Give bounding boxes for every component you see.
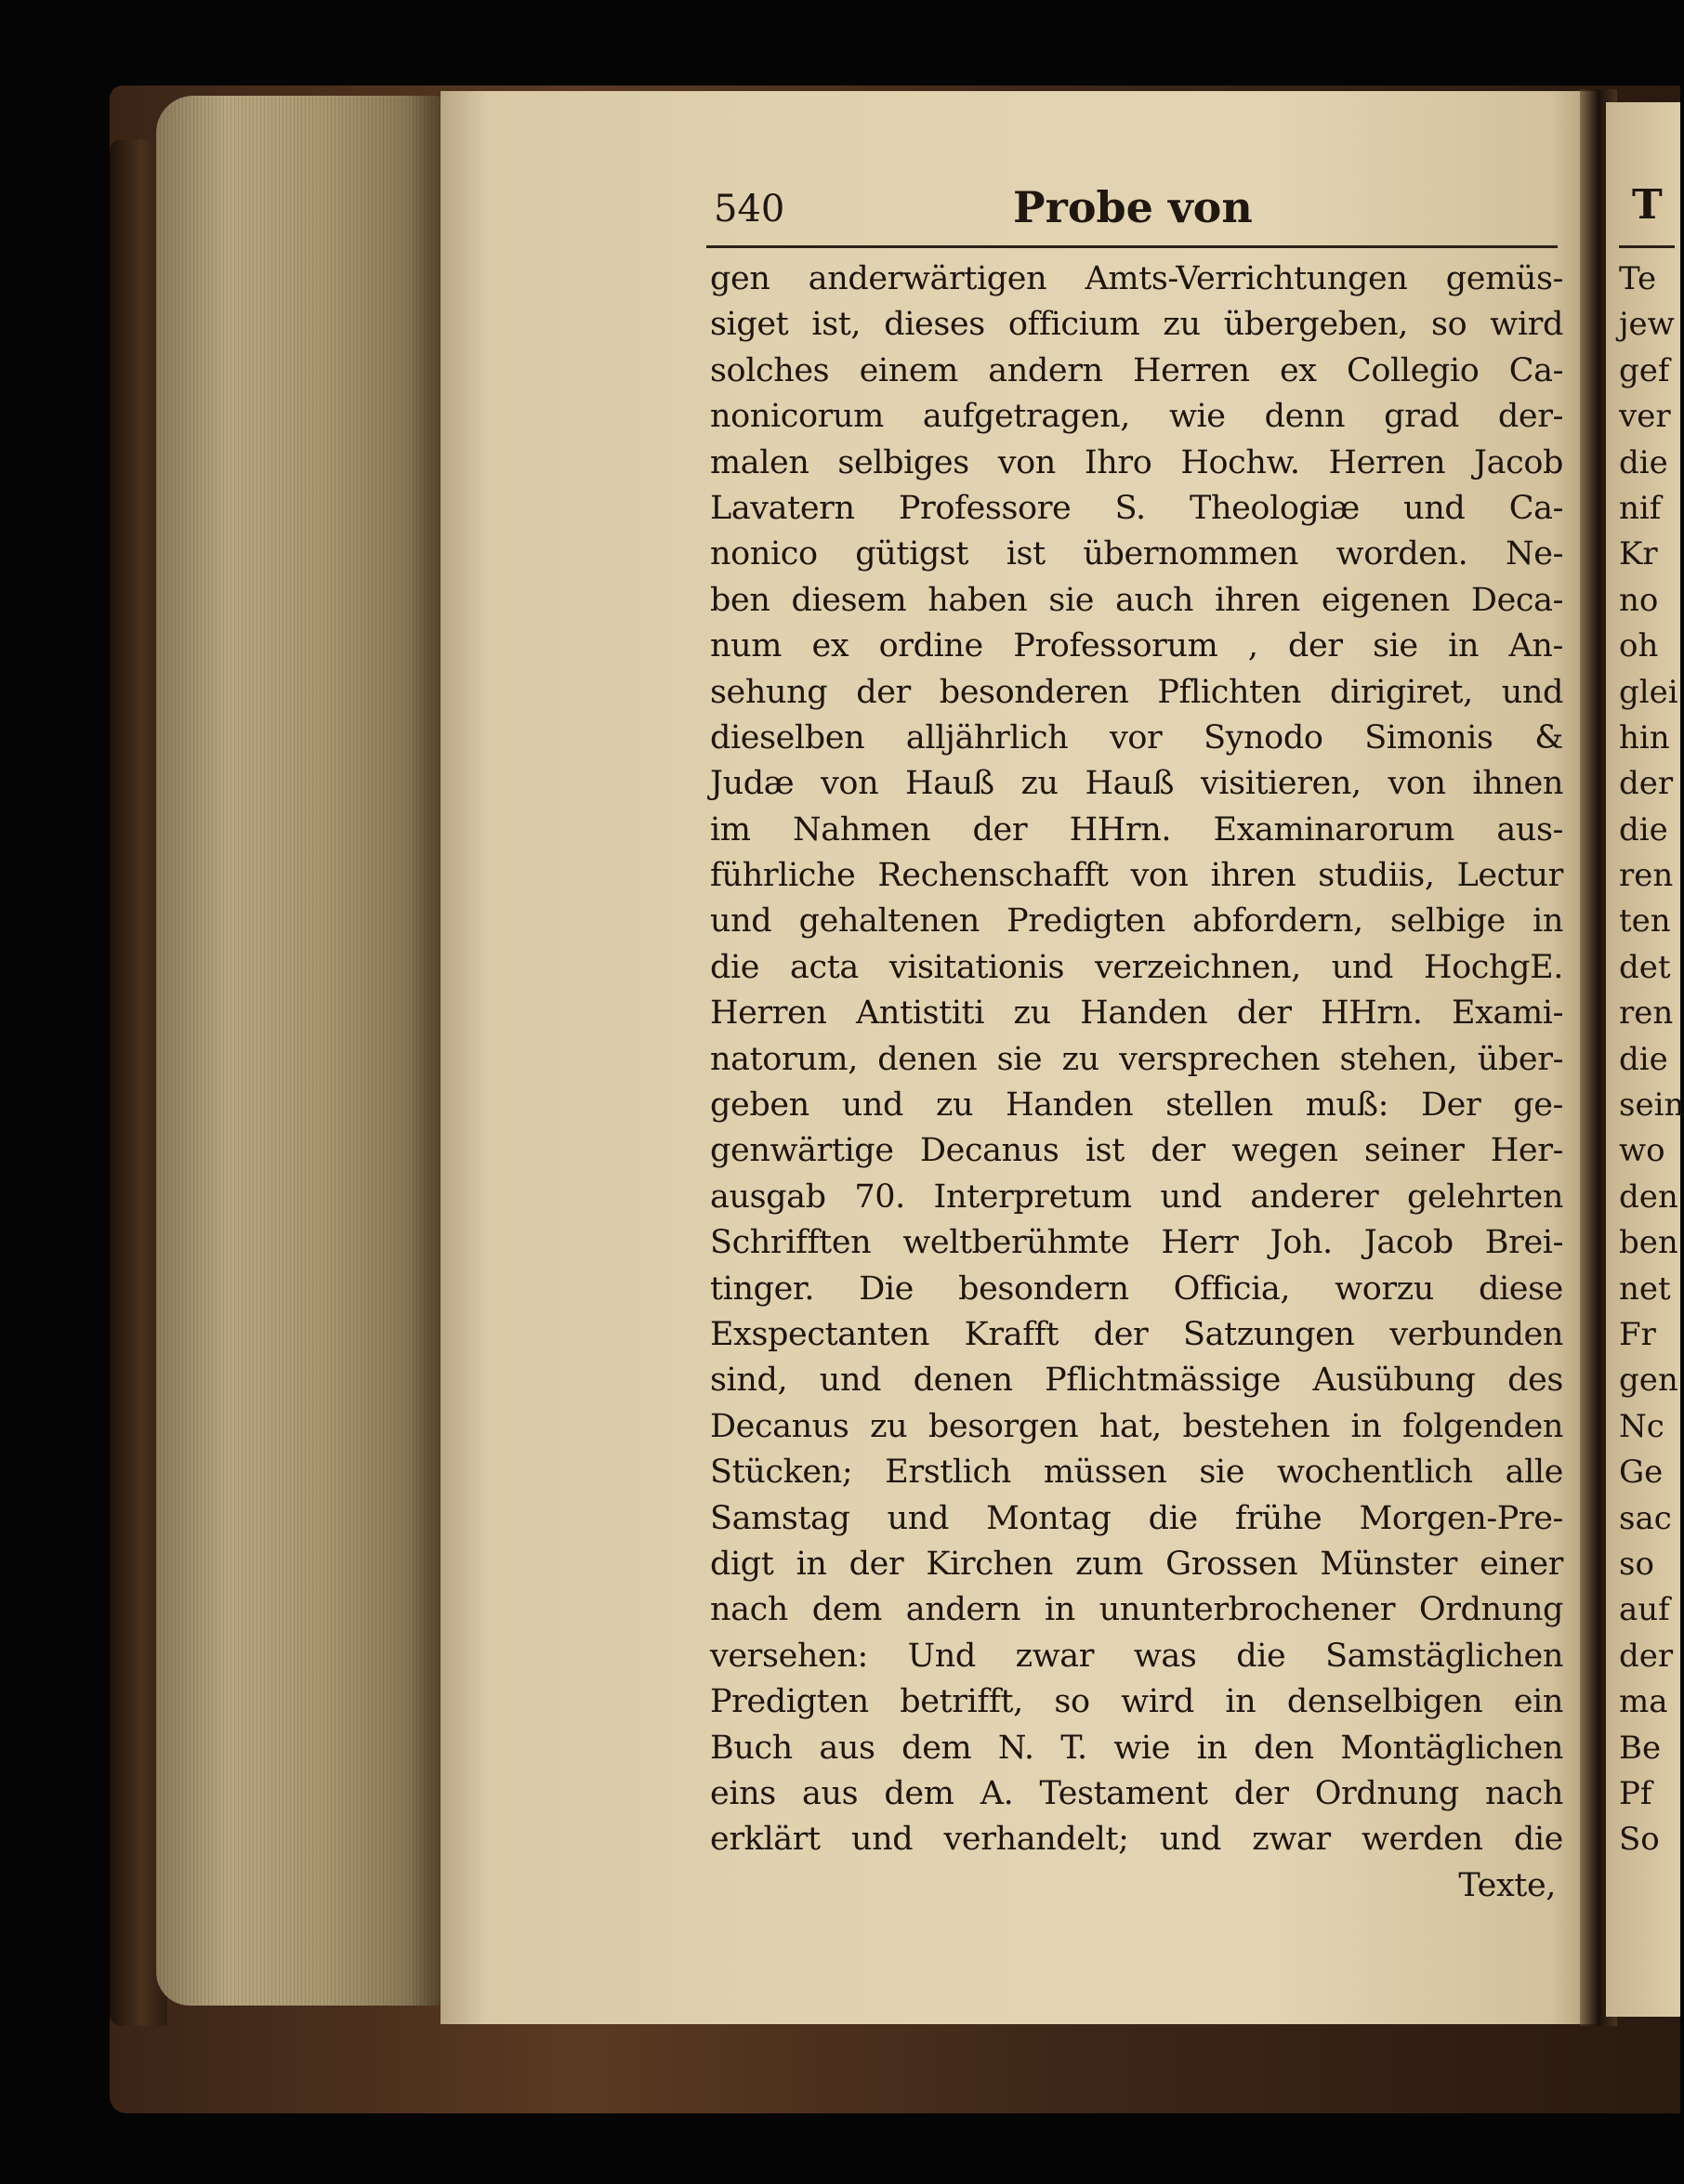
fragment-line: den [1619,1178,1678,1216]
fragment-line: die [1619,443,1668,481]
fragment-line: Fr [1619,1315,1656,1353]
fragment-line: net [1619,1270,1671,1308]
text-line: Lavatern Professore S. Theologiæ und Ca- [710,489,1563,527]
text-line: versehen: Und zwar was die Samstäglichen [710,1637,1563,1675]
text-line: gen anderwärtigen Amts-Verrichtungen gemüs- [710,260,1563,297]
fragment-line: nif [1619,489,1662,527]
fragment-line: der [1619,765,1674,803]
text-line: sind, und denen Pflichtmässige Ausübung des [710,1362,1563,1400]
fragment-line: oh [1619,627,1659,665]
fragment-line: ma [1619,1683,1668,1721]
text-line: tinger. Die besondern Officia, worzu diese [710,1270,1563,1308]
fragment-line: sac [1619,1499,1672,1537]
text-line: Schrifften weltberühmte Herr Joh. Jacob Brei- [710,1224,1563,1262]
fragment-line: Kr [1619,535,1658,573]
fragment-line: auf [1619,1591,1670,1629]
page-edges [156,96,441,2006]
text-line: Predigten betrifft, so wird in denselbigen ein [710,1683,1563,1721]
fragment-line: So [1619,1821,1660,1859]
fragment-line: Te [1619,260,1657,297]
fragment-line: Ge [1619,1454,1664,1492]
fragment-line: Be [1619,1729,1662,1767]
text-line: genwärtige Decanus ist der wegen seiner Her- [710,1132,1563,1170]
text-line: geben und zu Handen stellen muß: Der ge- [710,1086,1563,1125]
fragment-line: so [1619,1545,1654,1583]
fragment-line: die [1619,1040,1668,1078]
text-line: Herren Antistiti zu Handen der HHrn. Exami- [710,994,1563,1033]
fragment-line: wo [1619,1132,1665,1170]
right-page-header-fragment: T [1632,181,1663,229]
fragment-line: Nc [1619,1407,1664,1445]
catchword: Texte, [1458,1866,1556,1904]
text-line: im Nahmen der HHrn. Examinarorum aus- [710,810,1563,849]
right-page-text-fragment [1619,204,1684,1863]
fragment-line: glei [1619,673,1678,711]
text-line: Samstag und Montag die frühe Morgen-Pre- [710,1499,1563,1537]
text-line: die acta visitationis verzeichnen, und HochgE. [710,948,1563,986]
fragment-line: ben [1619,1224,1678,1262]
fragment-line: Pf [1619,1774,1652,1812]
fragment-line: ren [1619,994,1674,1033]
header-rule [706,245,1558,248]
fragment-line: ten [1619,902,1671,941]
fragment-line: der [1619,1637,1674,1675]
page-edges-shadow [409,96,442,2006]
text-line: Buch aus dem N. T. wie in den Montäglichen [710,1729,1563,1767]
text-line: solches einem andern Herren ex Collegio Ca- [710,351,1563,389]
text-line: num ex ordine Professorum , der sie in An- [710,627,1563,665]
fragment-line: die [1619,810,1668,849]
text-line: ben diesem haben sie auch ihren eigenen Deca- [710,581,1563,619]
page-number: 540 [714,188,785,230]
fragment-line: ver [1619,398,1671,436]
text-line: digt in der Kirchen zum Grossen Münster einer [710,1545,1563,1583]
text-line: ausgab 70. Interpretum und anderer gelehrten [710,1178,1563,1216]
fragment-line: det [1619,948,1671,986]
text-line: erklärt und verhandelt; und zwar werden die [710,1821,1563,1859]
text-line: eins aus dem A. Testament der Ordnung nach [710,1774,1563,1812]
fragment-line: hin [1619,718,1670,757]
page-header [706,182,1563,242]
fragment-line: jew [1619,306,1675,344]
text-line: nonico gütigst ist übernommen worden. Ne- [710,535,1563,573]
text-line: dieselben alljährlich vor Synodo Simonis & [710,718,1563,757]
text-line: natorum, denen sie zu versprechen stehen, über- [710,1040,1563,1078]
text-line: malen selbiges von Ihro Hochw. Herren Jacob [710,443,1563,481]
text-line: führliche Rechenschafft von ihren studiis, Lectur [710,857,1563,895]
fragment-line: gen [1619,1362,1678,1400]
text-line: Exspectanten Krafft der Satzungen verbunden [710,1315,1563,1353]
fragment-line: no [1619,581,1659,619]
text-line: Stücken; Erstlich müssen sie wochentlich alle [710,1454,1563,1492]
text-line: Judæ von Hauß zu Hauß visitieren, von ihnen [710,765,1563,803]
text-line: und gehaltenen Predigten abfordern, selbige in [710,902,1563,941]
text-line: Decanus zu besorgen hat, bestehen in folgenden [710,1407,1563,1445]
body-text [710,257,1563,1909]
text-line: nonicorum aufgetragen, wie denn grad der- [710,398,1563,436]
fragment-line: ren [1619,857,1674,895]
fragment-line: sein [1619,1086,1684,1125]
text-line: siget ist, dieses officium zu übergeben, so wird [710,306,1563,344]
fragment-line: gef [1619,351,1670,389]
text-line: nach dem andern in ununterbrochener Ordnung [710,1591,1563,1629]
running-title: Probe von [1013,182,1253,232]
text-line: sehung der besonderen Pflichten dirigiret, und [710,673,1563,711]
